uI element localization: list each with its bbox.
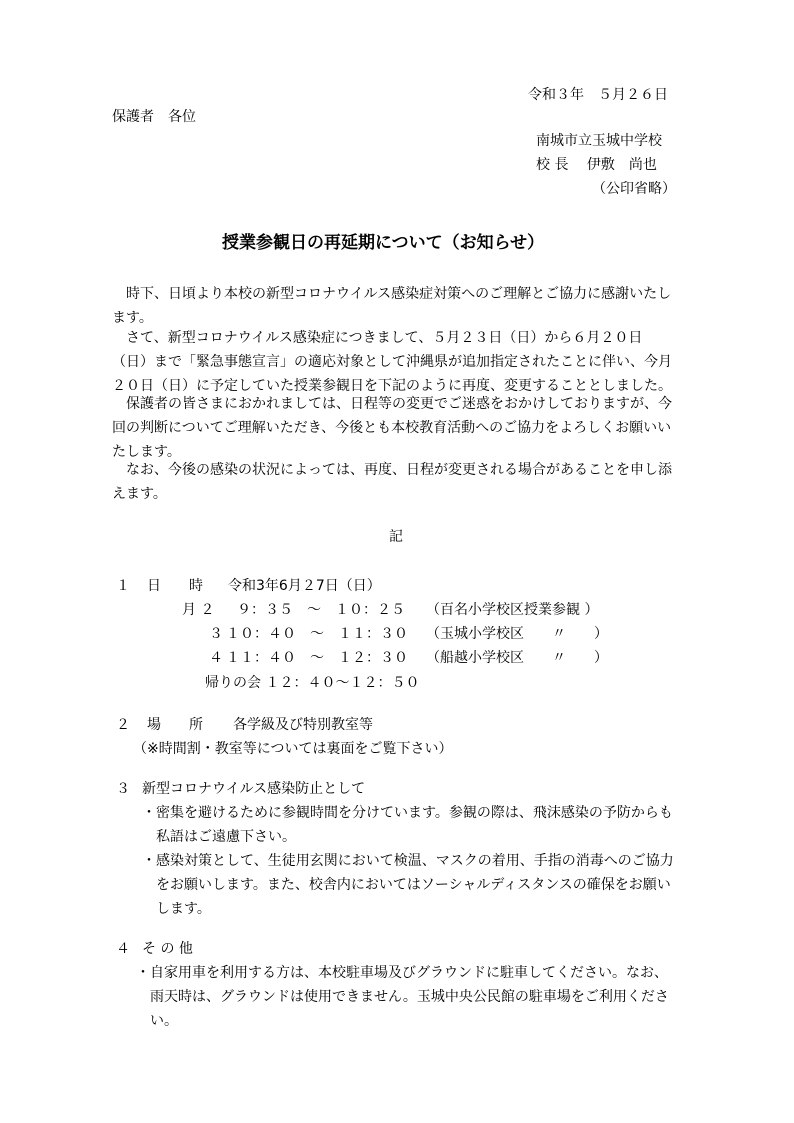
body-line: 保護者の皆さまにおかれましては、日程等の変更でご迷惑をおかけしておりますが、今 — [112, 396, 672, 412]
schedule-period: ４ — [209, 650, 223, 666]
item2-label: 場 所 — [147, 717, 203, 733]
body-line: 回の判断についてご理解いただき、今後とも本校教育活動へのご協力をよろしくお願いい — [112, 420, 672, 436]
body-line: たします。 — [112, 444, 181, 460]
body-line: えます。 — [112, 486, 167, 502]
schedule-place: （船越小学校区 〃 ） — [426, 650, 608, 666]
schedule-time: １０：４０ ～ １１：３０ — [226, 626, 408, 642]
body-line: なお、今後の感染の状況によっては、再度、日程が変更される場合があることを申し添 — [112, 462, 672, 478]
item4-heading: そ の 他 — [142, 941, 193, 957]
body-paragraph-4 — [112, 458, 680, 506]
bullet-line: ・密集を避けるために参観時間を分けています。参観の際は、飛沫感染の予防からも — [142, 805, 673, 821]
bullet-line: 雨天時は、グラウンドは使用できません。玉城中央公民館の駐車場をご利用くださ — [136, 989, 669, 1005]
bullet-line: ・自家用車を利用する方は、本校駐車場及びグラウンドに駐車してください。なお、 — [136, 965, 668, 981]
sender-principal: 校 長 伊敷 尚也 — [536, 157, 657, 173]
body-paragraph-2 — [112, 326, 680, 398]
schedule-place: （玉城小学校区 〃 ） — [426, 626, 608, 642]
body-line: （日）まで「緊急事態宣言」の適応対象として沖縄県が追加指定されたことに伴い、今月 — [112, 354, 672, 370]
bullet-line: します。 — [142, 901, 211, 917]
schedule-time: １１：４０ ～ １２：３０ — [226, 650, 408, 666]
item2-number: ２ — [116, 717, 130, 733]
homeroom-time: 帰りの会 １２：４０～１２：５０ — [205, 675, 420, 691]
schedule-period: ３ — [209, 626, 223, 642]
schedule-period: 月 ２ — [182, 602, 215, 618]
body-line: ます。 — [112, 310, 153, 326]
item1-label: 日 時 — [147, 578, 203, 594]
bullet-line: い。 — [136, 1013, 178, 1029]
bullet-line: ・感染対策として、生徒用玄関において検温、マスクの着用、手指の消毒へのご協力 — [142, 853, 674, 869]
ki-heading: 記 — [389, 529, 403, 545]
item4-number: ４ — [116, 941, 130, 957]
addressee: 保護者 各位 — [112, 109, 196, 125]
body-paragraph-1 — [112, 282, 680, 330]
body-line: 時下、日頃より本校の新型コロナウイルス感染症対策へのご理解とご協力に感謝いたし — [112, 286, 672, 302]
schedule-time: ９：３５ ～ １０：２５ — [237, 602, 405, 618]
bullet-line: 私語はご遠慮下さい。 — [142, 829, 296, 845]
bullet-line: をお願いします。また、校舎内においてはソーシャルディスタンスの確保をお願い — [142, 877, 671, 893]
sender-school: 南城市立玉城中学校 — [536, 133, 662, 149]
item2-note: （※時間割・教室等については裏面をご覧下さい） — [133, 741, 453, 757]
issue-date: 令和３年 ５月２６日 — [528, 87, 668, 103]
body-line: さて、新型コロナウイルス感染症につきまして、５月２３日（日）から６月２０日 — [112, 330, 643, 346]
item3-number: ３ — [116, 781, 130, 797]
schedule-place: （百名小学校区授業参観 ） — [426, 602, 599, 618]
item1-number: １ — [116, 578, 130, 594]
body-line: ２０日（日）に予定していた授業参観日を下記のように再度、変更することとしました。 — [112, 378, 672, 394]
page-title: 授業参観日の再延期について（お知らせ） — [222, 233, 545, 253]
item3-heading: 新型コロナウイルス感染防止として — [142, 781, 366, 797]
seal-note: （公印省略） — [592, 181, 676, 197]
body-paragraph-3 — [112, 392, 680, 464]
item1-date: 令和3年6月２7日（日） — [228, 578, 381, 594]
item2-value: 各学級及び特別教室等 — [233, 717, 373, 733]
